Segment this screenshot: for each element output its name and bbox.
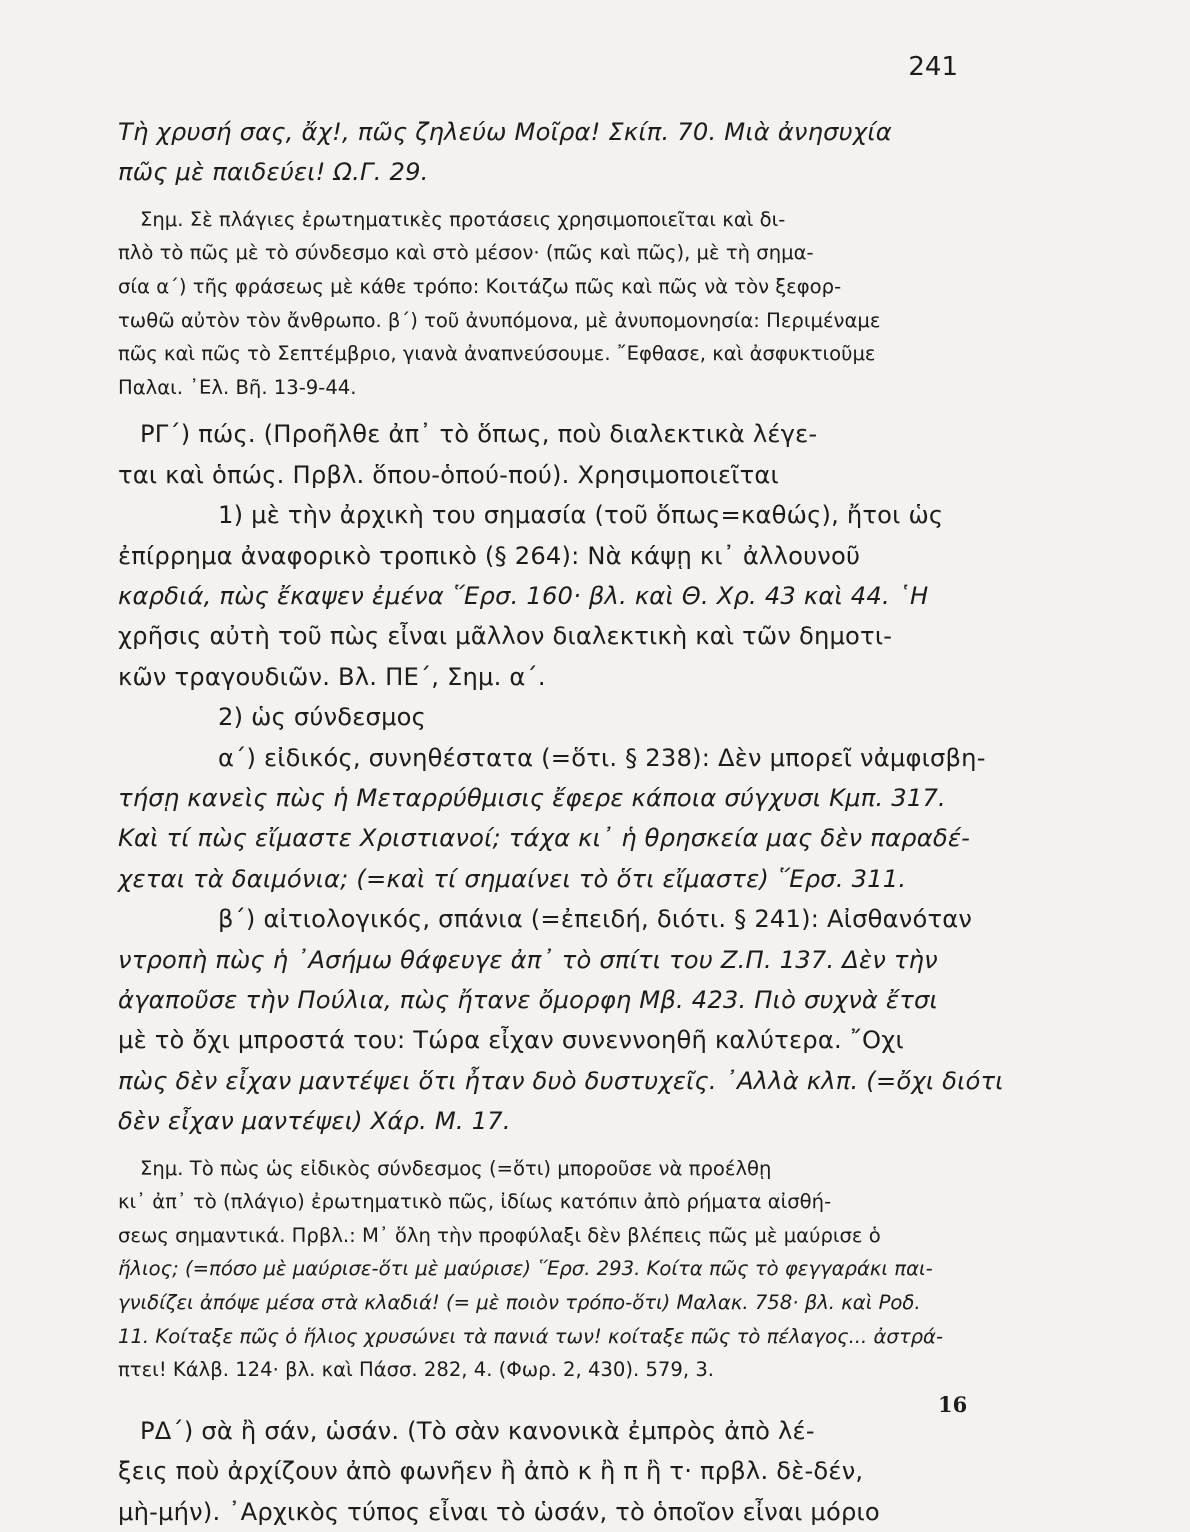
section-heading-line: ΡΔ΄) σὰ ἢ σάν, ὡσάν. (Τὸ σὰν κανονικὰ ἐμπρὸς ἀπὸ λέ- <box>140 1416 815 1445</box>
text-line: πὼς δὲν εἶχαν μαντέψει ὅτι ἦταν δυὸ δυστυχεῖς. ᾿Αλλὰ κλπ. (=ὄχι διότι <box>118 1066 1004 1095</box>
text-line: ται καὶ ὁπώς. Πρβλ. ὅπου-ὁπού-πού). Χρησιμοποιεῖται <box>118 460 779 489</box>
signature-mark: 16 <box>938 1392 968 1417</box>
text-line: δὲν εἶχαν μαντέψει) Χάρ. Μ. 17. <box>118 1107 511 1136</box>
spacer <box>118 193 968 203</box>
text-line: κι᾿ ἀπ᾿ τὸ (πλάγιο) ἐρωτηματικὸ πῶς, ἰδίως κατόπιν ἀπὸ ρήματα αἰσθή- <box>118 1190 832 1214</box>
text-line: σία α΄) τῆς φράσεως μὲ κάθε τρόπο: Κοιτάζω πῶς καὶ πῶς νὰ τὸν ξεφορ- <box>118 275 842 298</box>
text-line: 11. Κοίταξε πῶς ὁ ἥλιος χρυσώνει τὰ πανιά των! κοίταξε πῶς τὸ πέλαγος... ἀστρά- <box>118 1324 944 1348</box>
spacer <box>118 1142 968 1152</box>
page-number: 241 <box>908 52 958 82</box>
text-line: Καὶ τί πὼς εἴμαστε Χριστιανοί; τάχα κι᾿ ἡ θρησκεία μας δὲν παραδέ- <box>118 824 971 853</box>
spacer <box>118 1387 968 1411</box>
text-line: Σημ. Σὲ πλάγιες ἐρωτηματικὲς προτάσεις χρησιμοποιεῖται καὶ δι- <box>140 207 786 231</box>
section-rd <box>118 1411 968 1532</box>
page-content <box>118 112 1004 1532</box>
section-rg <box>118 414 1004 1141</box>
text-line: γνιδίζει ἀπόψε μέσα στὰ κλαδιά! (= μὲ ποιὸν τρόπο-ὅτι) Μαλακ. 758· βλ. καὶ Ροδ. <box>118 1291 921 1315</box>
text-line: α΄) εἰδικός, συνηθέστατα (=ὅτι. § 238): Δὲν μπορεῖ νἀμφισβη- <box>218 743 986 772</box>
text-line: ἐπίρρημα ἀναφορικὸ τροπικὸ (§ 264): Νὰ κάψῃ κι᾿ ἀλλουνοῦ <box>118 541 861 570</box>
note-block-1 <box>118 203 968 405</box>
text-line: Παλαι. ᾿Ελ. Βῆ. 13-9-44. <box>118 375 357 399</box>
text-line: πλὸ τὸ πῶς μὲ τὸ σύνδεσμο καὶ στὸ μέσον· (πῶς καὶ πῶς), μὲ τὴ σημα- <box>118 241 814 265</box>
text-line: ἀγαποῦσε τὴν Πούλια, πὼς ἤτανε ὄμορφη Μβ. 423. Πιὸ συχνὰ ἔτσι <box>118 986 938 1015</box>
text-line: β΄) αἰτιολογικός, σπάνια (=ἐπειδή, διότι. § 241): Αἰσθανόταν <box>218 905 973 934</box>
text-line: κῶν τραγουδιῶν. Βλ. ΠΕ΄, Σημ. α΄. <box>118 662 546 691</box>
text-line: καρδιά, πὼς ἔκαψεν ἐμένα ῞Ερσ. 160· βλ. καὶ Θ. Χρ. 43 καὶ 44. ῾Η <box>118 582 929 610</box>
text-line: χεται τὰ δαιμόνια; (=καὶ τί σημαίνει τὸ ὅτι εἴμαστε) ῞Ερσ. 311. <box>118 864 907 893</box>
text-line: πῶς καὶ πῶς τὸ Σεπτέμβριο, γιανὰ ἀναπνεύσουμε. ῎Εφθασε, καὶ ἀσφυκτιοῦμε <box>118 342 876 366</box>
section-heading-line: ΡΓ΄) πώς. (Προῆλθε ἀπ᾿ τὸ ὅπως, ποὺ διαλεκτικὰ λέγε- <box>140 420 818 449</box>
text-line: πτει! Κάλβ. 124· βλ. καὶ Πάσσ. 282, 4. (Φωρ. 2, 430). 579, 3. <box>118 1358 715 1382</box>
note-block-2 <box>118 1152 968 1387</box>
text-line: 1) μὲ τὴν ἀρχικὴ του σημασία (τοῦ ὅπως=καθώς), ἤτοι ὡς <box>218 501 944 530</box>
text-line: μὲ τὸ ὄχι μπροστά του: Τώρα εἶχαν συνεννοηθῆ καλύτερα. ῎Οχι <box>118 1026 904 1055</box>
text-line: σεως σημαντικά. Πρβλ.: Μ᾿ ὅλη τὴν προφύλαξι δὲν βλέπεις πῶς μὲ μαύρισε ὁ <box>118 1223 881 1247</box>
text-line: χρῆσις αὐτὴ τοῦ πὼς εἶναι μᾶλλον διαλεκτικὴ καὶ τῶν δημοτι- <box>118 622 893 651</box>
text-line: Σημ. Τὸ πὼς ὡς εἰδικὸς σύνδεσμος (=ὅτι) μποροῦσε νὰ προέλθῃ <box>140 1156 772 1180</box>
text-line: τήσῃ κανεὶς πὼς ἡ Μεταρρύθμισις ἔφερε κάποια σύγχυσι Κμπ. 317. <box>118 784 946 813</box>
text-line: ντροπὴ πὼς ἡ ᾿Ασήμω θάφευγε ἀπ᾿ τὸ σπίτι του Ζ.Π. 137. Δὲν τὴν <box>118 945 938 974</box>
text-line: πῶς μὲ παιδεύει! Ω.Γ. 29. <box>118 158 429 187</box>
text-line: Τὴ χρυσή σας, ἄχ!, πῶς ζηλεύω Μοῖρα! Σκίπ. 70. Μιὰ ἀνησυχία <box>118 118 892 146</box>
text-line: τωθῶ αὐτὸν τὸν ἄνθρωπο. β΄) τοῦ ἀνυπόμονα, μὲ ἀνυπομονησία: Περιμέναμε <box>118 308 881 332</box>
spacer <box>118 404 968 414</box>
text-line: ξεις ποὺ ἀρχίζουν ἀπὸ φωνῆεν ἢ ἀπὸ κ ἢ π ἢ τ· πρβλ. δὲ-δέν, <box>118 1457 864 1486</box>
text-line: 2) ὡς σύνδεσμος <box>218 703 427 732</box>
section-continuation <box>118 112 968 193</box>
text-line: ἥλιος; (=πόσο μὲ μαύρισε-ὅτι μὲ μαύρισε) ῞Ερσ. 293. Κοίτα πῶς τὸ φεγγαράκι παι- <box>118 1257 933 1281</box>
text-line: μὴ-μήν). ᾿Αρχικὸς τύπος εἶναι τὸ ὡσάν, τὸ ὁποῖον εἶναι μόριο <box>118 1497 880 1526</box>
